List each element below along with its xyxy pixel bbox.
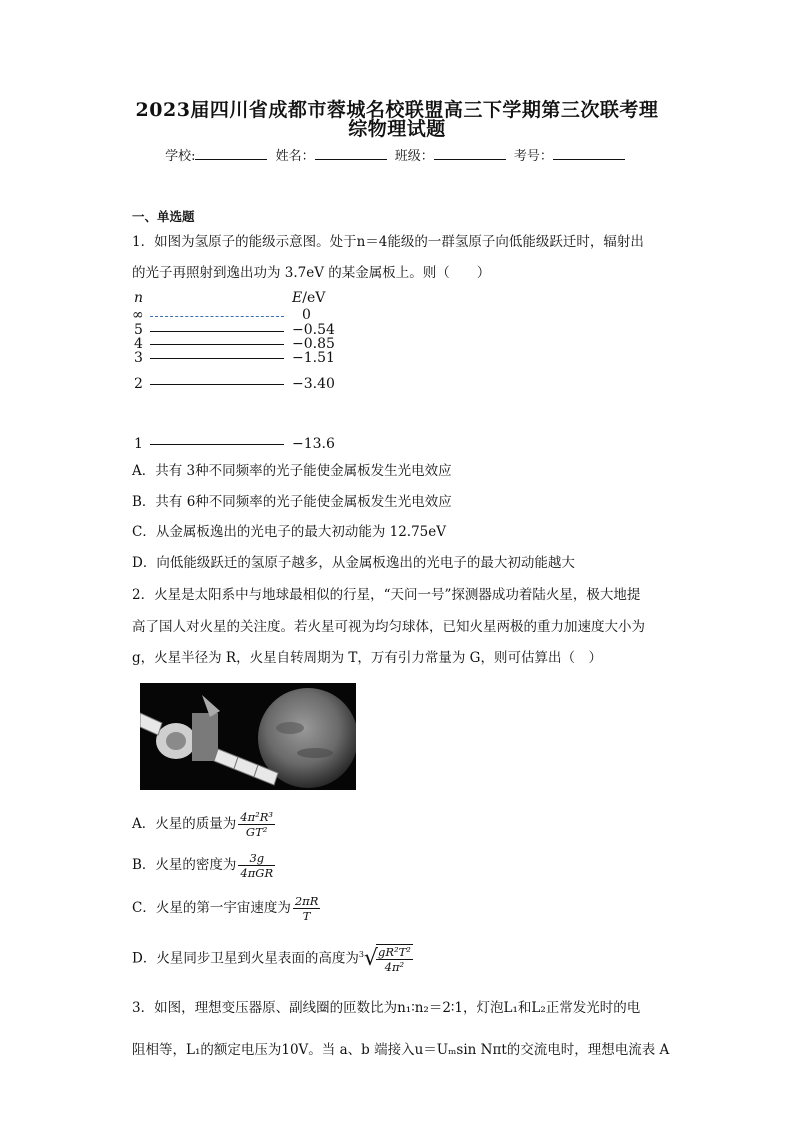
level-n-2: 2	[134, 376, 143, 392]
level-e-3: −1.51	[292, 350, 335, 366]
q3-stem-line2: 阻相等，L₁的额定电压为10V。当 a、b 端接入u＝Uₘsin Nπt的交流电时，理想电流表 A	[132, 1042, 670, 1058]
level-n-5: 5	[134, 322, 143, 338]
q2-option-d-fraction: $\frac{\text{gR²T²}}{\text{4π²}}$	[377, 945, 411, 974]
q1-stem-line1: 1．如图为氢原子的能级示意图。处于n＝4能级的一群氢原子向低能级跃迁时，辐射出	[132, 234, 644, 250]
radical-sign: √	[363, 946, 378, 971]
q2-option-b: B．火星的密度为 $\frac{3g}{\text{4πGR}}$	[132, 851, 274, 880]
q2-stem-line1: 2．火星是太阳系中与地球最相似的行星，“天问一号”探测器成功着陆火星，极大地提	[132, 587, 641, 603]
q2-stem-line3: g，火星半径为 R，火星自转周期为 T，万有引力常量为 G，则可估算出（ ）	[132, 650, 602, 666]
page-title-line1: 2023届四川省成都市蓉城名校联盟高三下学期第三次联考理	[135, 99, 659, 121]
mars-probe-image	[140, 683, 356, 790]
level-e-4: −0.85	[292, 336, 335, 352]
school-label: 学校:	[165, 149, 196, 164]
q2-stem-line2: 高了国人对火星的关注度。若火星可视为均匀球体，已知火星两极的重力加速度大小为	[132, 619, 645, 635]
n-axis-label: n	[134, 290, 144, 306]
school-blank	[195, 147, 267, 160]
page-title-line2: 综物理试题	[348, 118, 446, 140]
q1-option-c: C．从金属板逸出的光电子的最大初动能为 12.75eV	[132, 524, 447, 540]
q2-option-d: D．火星同步卫星到火星表面的高度为$^3$√ $\frac{\text{gR²T²}}{\text{4π²}}$	[132, 945, 411, 974]
q2-option-a: A．火星的质量为 $\frac{\text{4π²R³}}{\text{GT²}}$	[132, 810, 274, 839]
level-line-1	[150, 444, 284, 445]
q1-option-d: D．向低能级跃迁的氢原子越多，从金属板逸出的光电子的最大初动能越大	[132, 555, 575, 571]
name-blank	[315, 147, 387, 160]
level-e-5: −0.54	[292, 322, 335, 338]
e-axis-label: E/eV	[292, 290, 326, 306]
level-line-inf	[150, 316, 284, 317]
section-heading: 一、单选题	[132, 209, 195, 224]
level-e-2: −3.40	[292, 376, 335, 392]
q2-option-c-fraction: $\frac{2\pi R}{T}$	[294, 894, 319, 923]
q1-stem-line2: 的光子再照射到逸出功为 3.7eV 的某金属板上。则（ ）	[132, 265, 491, 281]
q1-option-b: B．共有 6种不同频率的光子能使金属板发生光电效应	[132, 494, 452, 510]
q2-option-c: C．火星的第一宇宙速度为 $\frac{2\pi R}{T}$	[132, 894, 319, 923]
level-n-3: 3	[134, 350, 143, 366]
level-n-1: 1	[134, 436, 143, 452]
q2-option-b-fraction: $\frac{3g}{\text{4πGR}}$	[240, 851, 274, 880]
q3-stem-line1: 3．如图，理想变压器原、副线圈的匝数比为n₁∶n₂＝2∶1，灯泡L₁和L₂正常发光时的电	[132, 1000, 641, 1016]
level-n-4: 4	[134, 336, 143, 352]
class-blank	[434, 147, 506, 160]
level-line-5	[150, 331, 284, 332]
level-n-inf: ∞	[132, 307, 144, 323]
name-label: 姓名：	[275, 149, 315, 164]
level-line-3	[150, 358, 284, 359]
level-e-1: −13.6	[292, 436, 335, 452]
level-line-4	[150, 344, 284, 345]
level-e-inf: 0	[302, 307, 311, 323]
student-info-row	[0, 145, 794, 164]
class-label: 班级：	[394, 149, 434, 164]
exam-no-blank	[553, 147, 625, 160]
q1-option-a: A．共有 3种不同频率的光子能使金属板发生光电效应	[132, 463, 452, 479]
root-index: 3	[358, 950, 364, 959]
level-line-2	[150, 384, 284, 385]
q2-option-a-fraction: $\frac{\text{4π²R³}}{\text{GT²}}$	[240, 810, 274, 839]
exam-no-label: 考号：	[513, 149, 553, 164]
